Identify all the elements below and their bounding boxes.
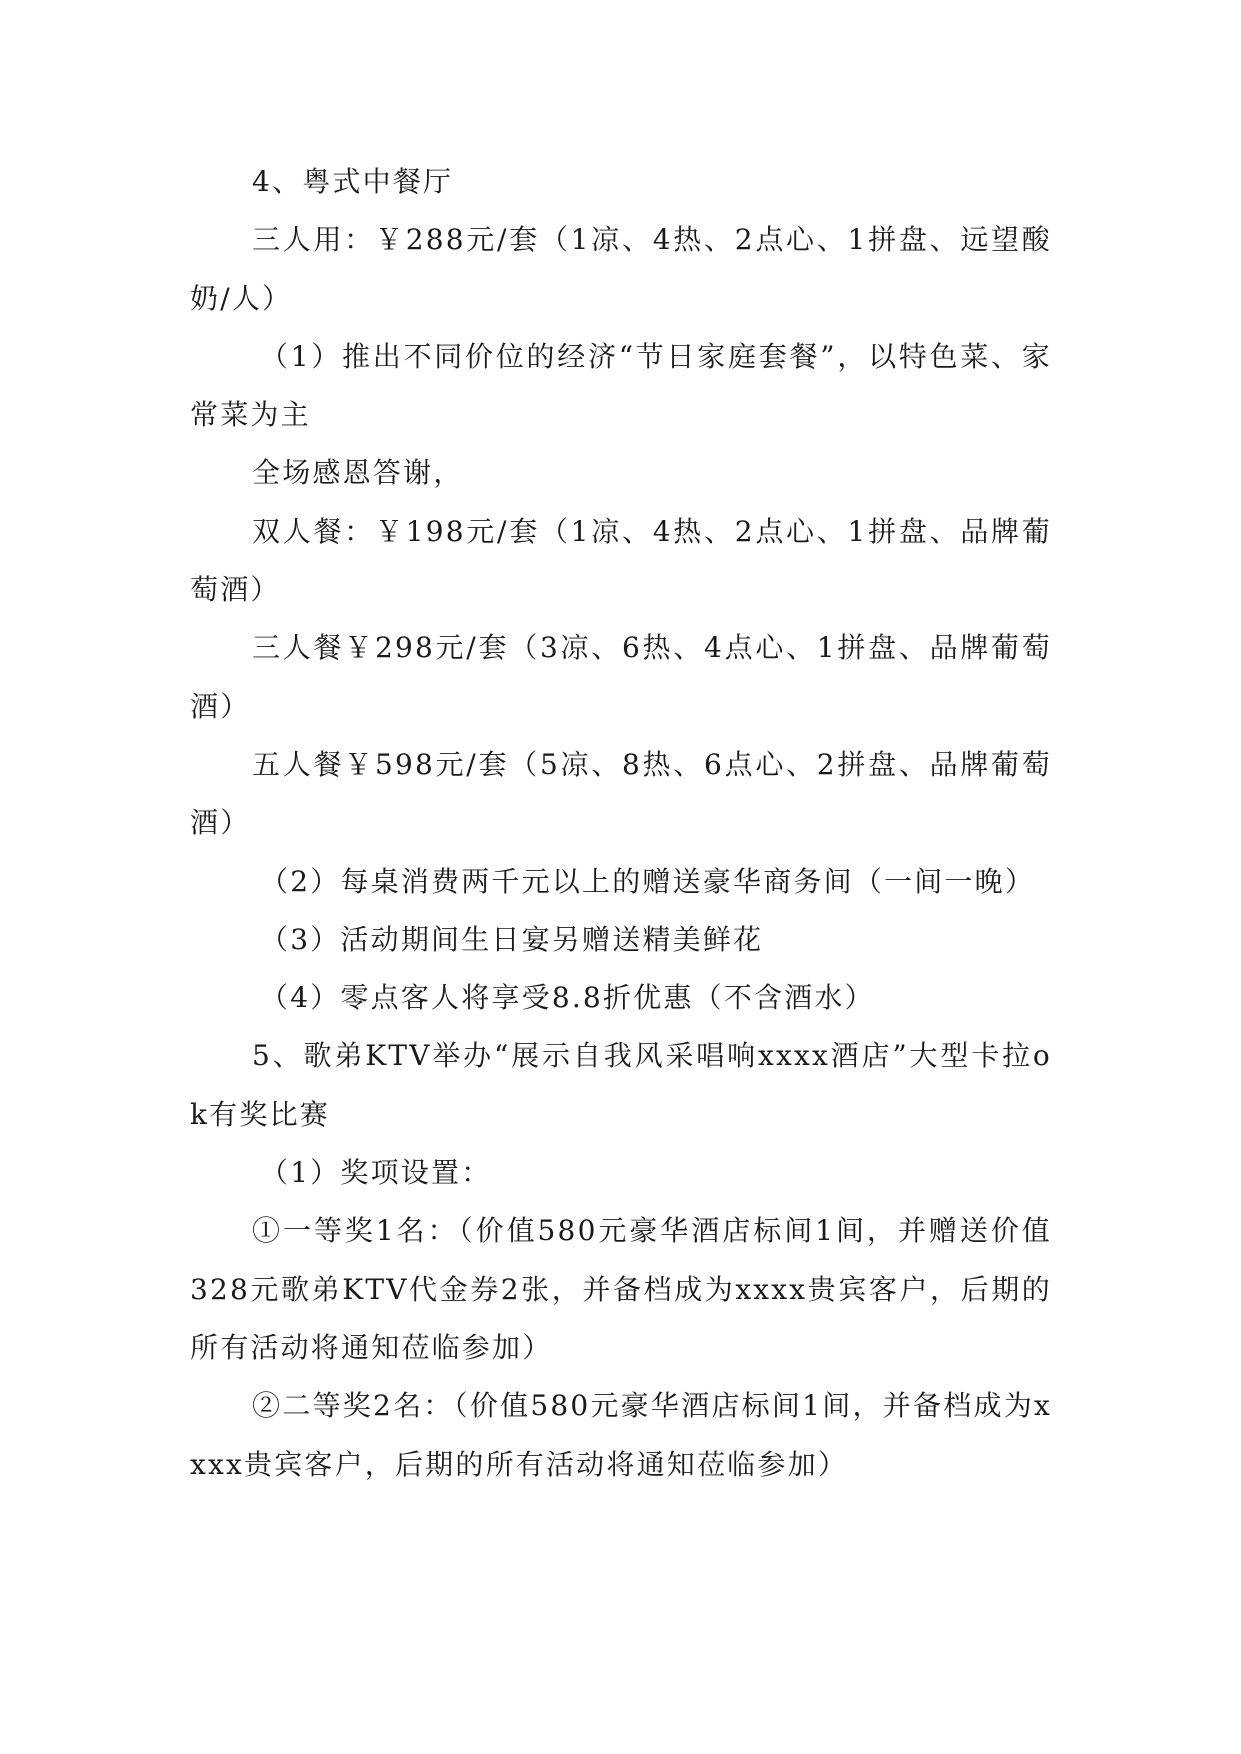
second-prize-paragraph: ②二等奖2名：（价值580元豪华酒店标间1间，并备档成为xxxx贵宾客户，后期的所有活动将通知莅临参加） — [190, 1389, 1052, 1481]
five-person-meal-paragraph: 五人餐￥598元/套（5凉、8热、6点心、2拼盘、品牌葡萄酒） — [190, 747, 1052, 840]
item-1-family-set-paragraph: （1）推出不同价位的经济“节日家庭套餐”，以特色菜、家常菜为主 — [190, 339, 1052, 432]
item-4-discount-paragraph: （4）零点客人将享受8.8折优惠（不含酒水） — [260, 981, 875, 1015]
two-person-meal-paragraph: 双人餐：￥198元/套（1凉、4热、2点心、1拼盘、品牌葡萄酒） — [190, 514, 1052, 607]
first-prize-paragraph: ①一等奖1名：（价值580元豪华酒店标间1间，并赠送价值328元歌弟KTV代金券2张，并备档成为xxxx贵宾客户，后期的所有活动将通知莅临参加） — [190, 1214, 1052, 1364]
three-person-set-paragraph: 三人用：￥288元/套（1凉、4热、2点心、1拼盘、远望酸奶/人） — [190, 223, 1052, 315]
item-2-business-room-paragraph: （2）每桌消费两千元以上的赠送豪华商务间（一间一晚） — [260, 864, 1036, 898]
three-person-meal-paragraph: 三人餐￥298元/套（3凉、6热、4点心、1拼盘、品牌葡萄酒） — [190, 631, 1052, 723]
thanks-paragraph: 全场感恩答谢， — [252, 456, 464, 490]
item-3-birthday-flowers-paragraph: （3）活动期间生日宴另赠送精美鲜花 — [260, 922, 764, 956]
section-heading-ktv-contest: 5、歌弟KTV举办“展示自我风采唱响xxxx酒店”大型卡拉ok有奖比赛 — [190, 1039, 1052, 1131]
section-heading-cantonese-restaurant: 4、粤式中餐厅 — [252, 165, 454, 198]
awards-setup-heading: （1）奖项设置： — [260, 1156, 492, 1190]
document-body — [190, 153, 1052, 1494]
